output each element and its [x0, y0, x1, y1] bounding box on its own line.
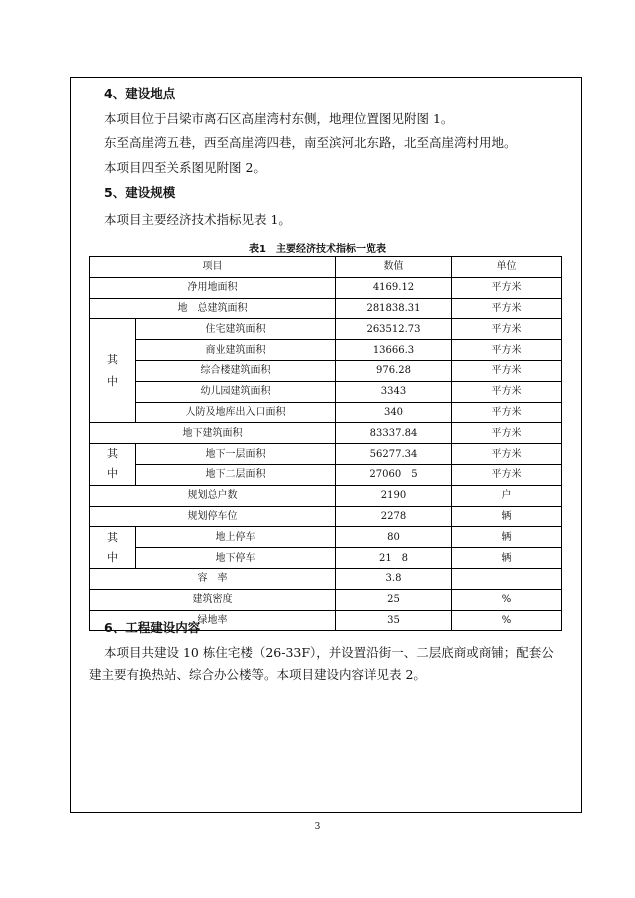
table-row: 其中 地下一层面积 56277.34 平方米 — [90, 444, 562, 465]
location-text: 本项目位于吕梁市离石区高崖湾村东侧，地理位置图见附图 1。 — [104, 111, 454, 126]
table-row: 商业建筑面积 13666.3 平方米 — [90, 340, 562, 361]
table-row: 地 总建筑面积 281838.31 平方米 — [90, 298, 562, 319]
header-value: 数值 — [336, 257, 452, 278]
table-row: 容 率 3.8 — [90, 568, 562, 589]
boundary-figure-ref: 本项目四至关系图见附图 2。 — [104, 160, 266, 175]
construction-content-text: 本项目共建设 10 栋住宅楼（26-33F），并设置沿街一、二层底商或商铺；配套公建主要有换热站、综合办公楼等。本项目建设内容详见表 2。 — [89, 645, 554, 682]
table-caption: 表1 主要经济技术指标一览表 — [249, 244, 386, 255]
table-row: 人防及地库出入口面积 340 平方米 — [90, 402, 562, 423]
table-row: 幼儿园建筑面积 3343 平方米 — [90, 381, 562, 402]
table-row: 地下二层面积 27060 5 平方米 — [90, 464, 562, 485]
qizhong-label: 其中 — [90, 527, 136, 569]
section-5-title: 5、建设规模 — [104, 185, 176, 200]
table-row: 综合楼建筑面积 976.28 平方米 — [90, 360, 562, 381]
qizhong-label: 其中 — [90, 319, 136, 423]
section-4-title: 4、建设地点 — [104, 86, 176, 101]
boundary-text: 东至高崖湾五巷，西至高崖湾四巷，南至滨河北东路，北至高崖湾村用地。 — [104, 135, 517, 150]
table-row: 绿地率 35 % — [90, 610, 562, 631]
header-item: 项目 — [90, 257, 336, 278]
qizhong-label: 其中 — [90, 444, 136, 486]
section-6-title: 6、工程建设内容 — [104, 620, 201, 635]
header-unit: 单位 — [452, 257, 562, 278]
table-header-row — [90, 257, 562, 278]
table-row: 地下建筑面积 83337.84 平方米 — [90, 423, 562, 444]
table-row: 规划总户数 2190 户 — [90, 485, 562, 506]
page-number: 3 — [314, 822, 321, 832]
table-row: 地下停车 21 8 辆 — [90, 548, 562, 569]
table-row: 建筑密度 25 % — [90, 589, 562, 610]
indicator-table — [89, 256, 562, 631]
scale-text: 本项目主要经济技术指标见表 1。 — [104, 212, 291, 227]
table-row: 其中 住宅建筑面积 263512.73 平方米 — [90, 319, 562, 340]
table-row: 规划停车位 2278 辆 — [90, 506, 562, 527]
table-row: 其中 地上停车 80 辆 — [90, 527, 562, 548]
table-row: 净用地面积 4169.12 平方米 — [90, 277, 562, 298]
